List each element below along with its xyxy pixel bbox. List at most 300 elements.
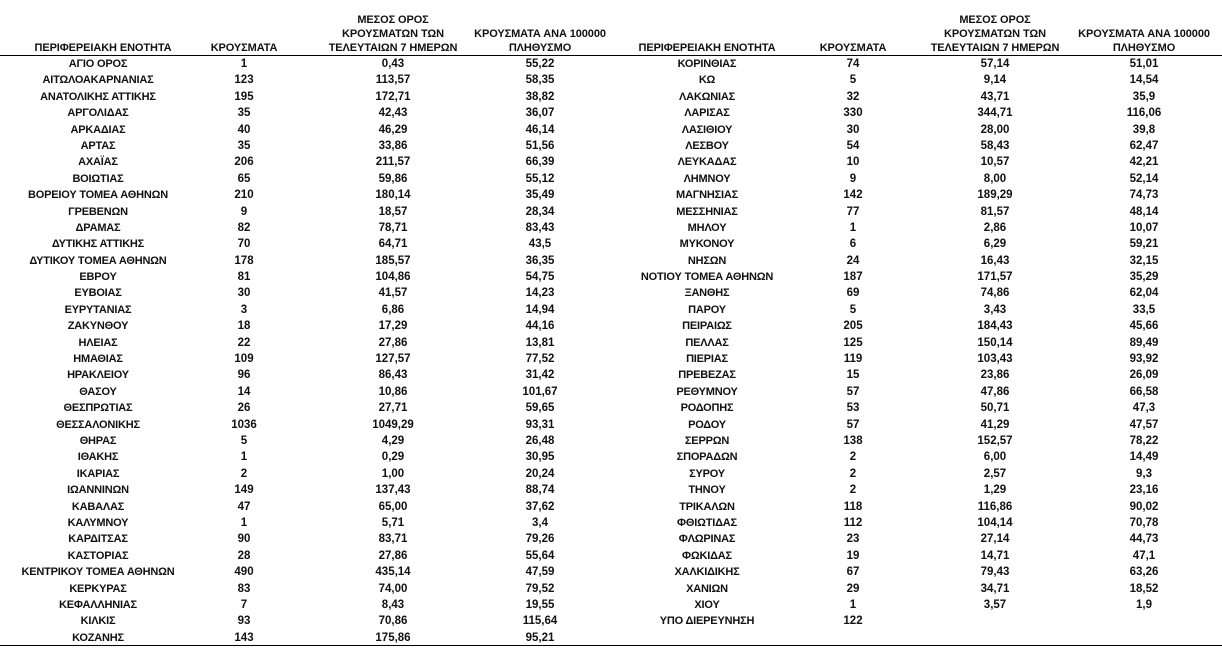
table-row [612, 138, 1222, 154]
header-avg-line-2: ΚΡΟΥΣΜΑΤΩΝ ΤΩΝ [342, 28, 444, 40]
table-row [0, 466, 612, 482]
table-row [0, 253, 612, 269]
per-100k [1068, 613, 1220, 629]
avg-7-days: 65,00 [378, 500, 408, 513]
cases-count: 67 [846, 566, 860, 579]
cases-count: 1 [240, 451, 248, 464]
region-name: ΛΕΣΒΟΥ [685, 139, 729, 152]
per-100k: 10,07 [1129, 221, 1159, 234]
per-100k: 3,4 [532, 516, 548, 529]
table-row [0, 400, 612, 416]
region-name: ΡΕΘΥΜΝΟΥ [676, 385, 738, 398]
table-row [0, 564, 612, 580]
cases-count: 35 [237, 139, 251, 152]
per-100k: 14,54 [1129, 74, 1159, 87]
avg-7-days: 8,43 [381, 598, 405, 611]
cases-count: 57 [846, 385, 860, 398]
table-row [612, 187, 1222, 203]
per-100k: 54,75 [525, 271, 555, 284]
table-row [0, 72, 612, 88]
cases-count: 178 [234, 254, 254, 267]
avg-7-days: 1,00 [381, 467, 405, 480]
avg-7-days: 185,57 [375, 254, 411, 267]
table-row [0, 154, 612, 170]
avg-7-days: 27,14 [980, 533, 1010, 546]
table-row [612, 122, 1222, 138]
table-row [0, 204, 612, 220]
cases-count: 109 [234, 353, 254, 366]
cases-count: 65 [237, 172, 251, 185]
cases-count: 40 [237, 123, 251, 136]
region-name: ΑΡΚΑΔΙΑΣ [70, 123, 126, 136]
table-row [612, 285, 1222, 301]
cases-count: 77 [846, 205, 860, 218]
per-100k: 90,02 [1129, 500, 1159, 513]
table-row [612, 417, 1222, 433]
cases-count: 138 [843, 434, 863, 447]
region-name: ΙΚΑΡΙΑΣ [76, 467, 120, 480]
header-avg-line-1: ΜΕΣΟΣ ΟΡΟΣ [959, 14, 1031, 26]
avg-7-days: 28,00 [980, 123, 1010, 136]
region-name: ΠΕΙΡΑΙΩΣ [682, 320, 732, 333]
table-row [612, 72, 1222, 88]
per-100k: 23,16 [1129, 484, 1159, 497]
table-row [612, 269, 1222, 285]
per-100k: 43,5 [528, 238, 552, 251]
per-100k: 44,73 [1129, 533, 1159, 546]
avg-7-days: 46,29 [378, 123, 408, 136]
table-row [612, 253, 1222, 269]
table-row [0, 613, 612, 629]
left-table-header [0, 0, 612, 56]
region-name: ΛΕΥΚΑΔΑΣ [677, 156, 737, 169]
cases-count: 490 [234, 566, 254, 579]
table-row [0, 302, 612, 318]
header-avg-7-days [920, 13, 1070, 55]
cases-count: 70 [237, 238, 251, 251]
table-row [0, 581, 612, 597]
header-per-100k [1068, 27, 1220, 55]
per-100k: 59,65 [525, 402, 555, 415]
region-name: ΑΧΑΪΑΣ [78, 156, 118, 169]
region-name: ΜΕΣΣΗΝΙΑΣ [676, 205, 738, 218]
avg-7-days: 6,00 [983, 451, 1007, 464]
avg-7-days: 81,57 [980, 205, 1010, 218]
avg-7-days: 42,43 [378, 107, 408, 120]
per-100k: 62,04 [1129, 287, 1159, 300]
cases-count: 10 [846, 156, 860, 169]
cases-count: 2 [849, 484, 857, 497]
per-100k: 83,43 [525, 221, 555, 234]
per-100k: 9,3 [1136, 467, 1152, 480]
per-100k: 26,48 [525, 434, 555, 447]
per-100k: 55,64 [525, 549, 555, 562]
region-name: ΣΠΟΡΑΔΩΝ [676, 451, 738, 464]
avg-7-days: 0,29 [381, 451, 405, 464]
table-row [612, 613, 1222, 629]
table-row [612, 220, 1222, 236]
region-name: ΚΑΒΑΛΑΣ [71, 500, 125, 513]
cases-count: 195 [234, 90, 254, 103]
table-row [612, 531, 1222, 547]
per-100k: 14,23 [525, 287, 555, 300]
cases-count: 93 [237, 615, 251, 628]
region-name: ΜΥΚΟΝΟΥ [679, 238, 735, 251]
cases-count: 2 [240, 467, 248, 480]
per-100k: 26,09 [1129, 369, 1159, 382]
avg-7-days: 86,43 [378, 369, 408, 382]
per-100k: 19,55 [525, 598, 555, 611]
avg-7-days: 34,71 [980, 582, 1010, 595]
avg-7-days: 70,86 [378, 615, 408, 628]
per-100k: 47,57 [1129, 418, 1159, 431]
per-100k: 32,15 [1129, 254, 1159, 267]
cases-count: 119 [843, 353, 863, 366]
table-row [0, 417, 612, 433]
table-row [612, 89, 1222, 105]
per-100k: 37,62 [525, 500, 555, 513]
table-row [0, 187, 612, 203]
avg-7-days: 150,14 [977, 336, 1013, 349]
table-row [0, 105, 612, 121]
per-100k: 18,52 [1129, 582, 1159, 595]
header-avg-line-2: ΚΡΟΥΣΜΑΤΩΝ ΤΩΝ [944, 28, 1046, 40]
region-name: ΛΑΚΩΝΙΑΣ [679, 90, 735, 103]
region-name: ΥΠΟ ΔΙΕΡΕΥΝΗΣΗ [659, 615, 755, 628]
avg-7-days: 116,86 [977, 500, 1013, 513]
region-name: ΘΑΣΟΥ [79, 385, 117, 398]
region-name: ΕΥΡΥΤΑΝΙΑΣ [64, 303, 132, 316]
avg-7-days: 57,14 [980, 58, 1010, 70]
per-100k: 70,78 [1129, 516, 1159, 529]
region-name: ΚΟΡΙΝΘΙΑΣ [677, 58, 737, 70]
per-100k: 47,59 [525, 566, 555, 579]
table-row [612, 105, 1222, 121]
avg-7-days: 3,43 [983, 303, 1007, 316]
per-100k: 88,74 [525, 484, 555, 497]
header-avg-line-1: ΜΕΣΟΣ ΟΡΟΣ [357, 14, 429, 26]
per-100k: 51,56 [525, 139, 555, 152]
cases-count: 149 [234, 484, 254, 497]
region-name: ΔΥΤΙΚΟΥ ΤΟΜΕΑ ΑΘΗΝΩΝ [29, 254, 167, 267]
cases-count: 81 [237, 271, 251, 284]
table-row [612, 548, 1222, 564]
cases-count: 57 [846, 418, 860, 431]
per-100k: 20,24 [525, 467, 555, 480]
avg-7-days: 1,29 [983, 484, 1007, 497]
table-row [612, 56, 1222, 72]
cases-count: 15 [846, 369, 860, 382]
per-100k: 13,81 [525, 336, 555, 349]
region-name: ΝΗΣΩΝ [687, 254, 727, 267]
table-row [0, 171, 612, 187]
cases-count: 5 [240, 434, 248, 447]
per-100k: 55,22 [525, 58, 555, 70]
avg-7-days: 2,86 [983, 221, 1007, 234]
per-100k: 47,1 [1132, 549, 1156, 562]
cases-count: 30 [846, 123, 860, 136]
table-row [0, 531, 612, 547]
avg-7-days: 175,86 [375, 631, 411, 644]
avg-7-days: 0,43 [381, 58, 405, 70]
avg-7-days: 16,43 [980, 254, 1010, 267]
region-name: ΑΡΓΟΛΙΔΑΣ [67, 107, 129, 120]
region-name: ΤΡΙΚΑΛΩΝ [679, 500, 735, 513]
cases-count: 1 [849, 221, 857, 234]
cases-count: 6 [849, 238, 857, 251]
cases-count: 7 [240, 598, 248, 611]
avg-7-days: 137,43 [375, 484, 411, 497]
region-name: ΑΓΙΟ ΟΡΟΣ [68, 58, 128, 70]
cases-count: 205 [843, 320, 863, 333]
region-name: ΑΝΑΤΟΛΙΚΗΣ ΑΤΤΙΚΗΣ [40, 90, 156, 103]
avg-7-days: 113,57 [375, 74, 411, 87]
per-100k: 55,12 [525, 172, 555, 185]
cases-count: 1 [240, 516, 248, 529]
table-row [0, 482, 612, 498]
avg-7-days: 9,14 [983, 74, 1007, 87]
per-100k: 95,21 [525, 631, 555, 644]
per-100k: 14,94 [525, 303, 555, 316]
region-name: ΧΑΝΙΩΝ [686, 582, 728, 595]
table-row [612, 154, 1222, 170]
region-name: ΛΗΜΝΟΥ [683, 172, 731, 185]
per-100k: 33,5 [1132, 303, 1156, 316]
cases-count: 74 [846, 58, 860, 70]
region-name: ΓΡΕΒΕΝΩΝ [68, 205, 128, 218]
avg-7-days: 211,57 [375, 156, 411, 169]
table-row [0, 367, 612, 383]
header-cases: ΚΡΟΥΣΜΑΤΑ [819, 42, 887, 54]
per-100k: 38,82 [525, 90, 555, 103]
per-100k: 116,06 [1126, 107, 1162, 120]
region-name: ΔΡΑΜΑΣ [75, 221, 121, 234]
cases-count: 96 [237, 369, 251, 382]
per-100k: 52,14 [1129, 172, 1159, 185]
region-name: ΘΕΣΣΑΛΟΝΙΚΗΣ [56, 418, 140, 431]
region-name: ΤΗΝΟΥ [688, 484, 726, 497]
avg-7-days: 180,14 [375, 189, 411, 202]
region-name: ΔΥΤΙΚΗΣ ΑΤΤΙΚΗΣ [51, 238, 145, 251]
per-100k: 28,34 [525, 205, 555, 218]
cases-count: 9 [849, 172, 857, 185]
per-100k: 30,95 [525, 451, 555, 464]
cases-count: 54 [846, 139, 860, 152]
header-per-100k [465, 27, 615, 55]
cases-count: 5 [849, 74, 857, 87]
avg-7-days: 3,57 [983, 598, 1007, 611]
region-name: ΙΘΑΚΗΣ [77, 451, 119, 464]
avg-7-days: 79,43 [980, 566, 1010, 579]
table-row [612, 367, 1222, 383]
table-row [612, 302, 1222, 318]
table-row [0, 318, 612, 334]
cases-count: 82 [237, 221, 251, 234]
cases-count: 32 [846, 90, 860, 103]
per-100k: 44,16 [525, 320, 555, 333]
per-100k: 36,35 [525, 254, 555, 267]
region-name: ΚΕΦΑΛΛΗΝΙΑΣ [59, 598, 137, 611]
header-region: ΠΕΡΙΦΕΡΕΙΑΚΗ ΕΝΟΤΗΤΑ [638, 42, 776, 54]
avg-7-days: 172,71 [375, 90, 411, 103]
avg-7-days: 27,71 [378, 402, 408, 415]
region-name: ΞΑΝΘΗΣ [684, 287, 730, 300]
region-name: ΕΒΡΟΥ [79, 271, 117, 284]
table-row [612, 171, 1222, 187]
region-name: ΑΡΤΑΣ [80, 139, 116, 152]
table-row [0, 630, 612, 646]
cases-count: 30 [237, 287, 251, 300]
header-cases: ΚΡΟΥΣΜΑΤΑ [210, 42, 278, 54]
table-row [0, 335, 612, 351]
cases-count: 122 [843, 615, 863, 628]
avg-7-days: 17,29 [378, 320, 408, 333]
cases-count: 35 [237, 107, 251, 120]
per-100k: 79,52 [525, 582, 555, 595]
cases-count: 1 [849, 598, 857, 611]
per-100k: 48,14 [1129, 205, 1159, 218]
cases-count: 22 [237, 336, 251, 349]
per-100k: 46,14 [525, 123, 555, 136]
region-name: ΚΑΣΤΟΡΙΑΣ [67, 549, 129, 562]
table-row [0, 236, 612, 252]
avg-7-days: 27,86 [378, 549, 408, 562]
cases-count: 90 [237, 533, 251, 546]
avg-7-days: 189,29 [977, 189, 1013, 202]
avg-7-days: 18,57 [378, 205, 408, 218]
per-100k: 78,22 [1129, 434, 1159, 447]
region-name: ΚΑΡΔΙΤΣΑΣ [68, 533, 128, 546]
table-row [0, 433, 612, 449]
cases-count: 28 [237, 549, 251, 562]
cases-count: 47 [237, 500, 251, 513]
region-name: ΦΛΩΡΙΝΑΣ [678, 533, 736, 546]
per-100k: 62,47 [1129, 139, 1159, 152]
avg-7-days: 5,71 [381, 516, 405, 529]
table-row [0, 89, 612, 105]
per-100k: 31,42 [525, 369, 555, 382]
cases-count: 69 [846, 287, 860, 300]
per-100k: 66,58 [1129, 385, 1159, 398]
per-100k: 45,66 [1129, 320, 1159, 333]
table-row [612, 400, 1222, 416]
avg-7-days: 104,14 [977, 516, 1013, 529]
header-per100k-line-1: ΚΡΟΥΣΜΑΤΑ ΑΝΑ 100000 [474, 28, 606, 40]
cases-count: 26 [237, 402, 251, 415]
table-row [612, 318, 1222, 334]
avg-7-days: 33,86 [378, 139, 408, 152]
avg-7-days: 47,86 [980, 385, 1010, 398]
per-100k: 35,9 [1132, 90, 1156, 103]
avg-7-days: 83,71 [378, 533, 408, 546]
cases-count: 118 [843, 500, 863, 513]
avg-7-days: 184,43 [977, 320, 1013, 333]
table-row [612, 482, 1222, 498]
avg-7-days: 103,43 [977, 353, 1013, 366]
header-per100k-line-2: ΠΛΗΘΥΣΜΟ [1112, 42, 1176, 54]
cases-count: 24 [846, 254, 860, 267]
per-100k: 1,9 [1136, 598, 1152, 611]
table-row [612, 204, 1222, 220]
region-name: ΙΩΑΝΝΙΝΩΝ [67, 484, 129, 497]
cases-count: 123 [234, 74, 254, 87]
table-row [0, 499, 612, 515]
region-name: ΦΩΚΙΔΑΣ [682, 549, 732, 562]
avg-7-days: 74,00 [378, 582, 408, 595]
region-name: ΦΘΙΩΤΙΔΑΣ [677, 516, 737, 529]
table-row [612, 581, 1222, 597]
avg-7-days: 104,86 [375, 271, 411, 284]
cases-count: 206 [234, 156, 254, 169]
header-avg-line-3: ΤΕΛΕΥΤΑΙΩΝ 7 ΗΜΕΡΩΝ [930, 42, 1060, 54]
header-per100k-line-1: ΚΡΟΥΣΜΑΤΑ ΑΝΑ 100000 [1078, 28, 1210, 40]
region-name: ΡΟΔΟΥ [688, 418, 726, 431]
table-row [0, 351, 612, 367]
avg-7-days: 6,29 [983, 238, 1007, 251]
per-100k: 42,21 [1129, 156, 1159, 169]
region-name: ΡΟΔΟΠΗΣ [680, 402, 734, 415]
region-name: ΗΜΑΘΙΑΣ [73, 353, 123, 366]
table-row [0, 138, 612, 154]
avg-7-days: 43,71 [980, 90, 1010, 103]
region-name: ΑΙΤΩΛΟΑΚΑΡΝΑΝΙΑΣ [42, 74, 154, 87]
per-100k: 89,49 [1129, 336, 1159, 349]
table-row [612, 236, 1222, 252]
cases-count: 143 [234, 631, 254, 644]
table-row [0, 285, 612, 301]
avg-7-days: 435,14 [375, 566, 411, 579]
region-name: ΧΑΛΚΙΔΙΚΗΣ [674, 566, 740, 579]
region-name: ΠΕΛΛΑΣ [685, 336, 729, 349]
avg-7-days: 41,29 [980, 418, 1010, 431]
table-row [0, 548, 612, 564]
avg-7-days: 64,71 [378, 238, 408, 251]
cases-count: 125 [843, 336, 863, 349]
avg-7-days: 6,86 [381, 303, 405, 316]
cases-count: 14 [237, 385, 251, 398]
header-avg-line-3: ΤΕΛΕΥΤΑΙΩΝ 7 ΗΜΕΡΩΝ [328, 42, 458, 54]
table-row [0, 449, 612, 465]
per-100k: 58,35 [525, 74, 555, 87]
cases-count: 23 [846, 533, 860, 546]
avg-7-days: 344,71 [977, 107, 1013, 120]
table-row [0, 56, 612, 72]
right-table-body [612, 56, 1222, 630]
region-name: ΣΥΡΟΥ [689, 467, 725, 480]
per-100k: 77,52 [525, 353, 555, 366]
region-name: ΗΡΑΚΛΕΙΟΥ [67, 369, 129, 382]
avg-7-days: 171,57 [977, 271, 1013, 284]
table-row [0, 122, 612, 138]
left-table-body [0, 56, 612, 646]
header-rule [0, 55, 1222, 56]
per-100k: 93,92 [1129, 353, 1159, 366]
region-name: ΘΕΣΠΡΩΤΙΑΣ [63, 402, 133, 415]
region-name: ΖΑΚΥΝΘΟΥ [67, 320, 129, 333]
cases-count: 210 [234, 189, 254, 202]
cases-count: 1036 [231, 418, 257, 431]
region-name: ΧΙΟΥ [694, 598, 720, 611]
per-100k: 79,26 [525, 533, 555, 546]
right-table-header [612, 0, 1222, 56]
region-name: ΠΡΕΒΕΖΑΣ [678, 369, 736, 382]
header-avg-7-days [318, 13, 468, 55]
cases-count: 142 [843, 189, 863, 202]
table-row [0, 384, 612, 400]
cases-count: 3 [240, 303, 248, 316]
region-name: ΚΕΝΤΡΙΚΟΥ ΤΟΜΕΑ ΑΘΗΝΩΝ [21, 566, 175, 579]
cases-count: 83 [237, 582, 251, 595]
